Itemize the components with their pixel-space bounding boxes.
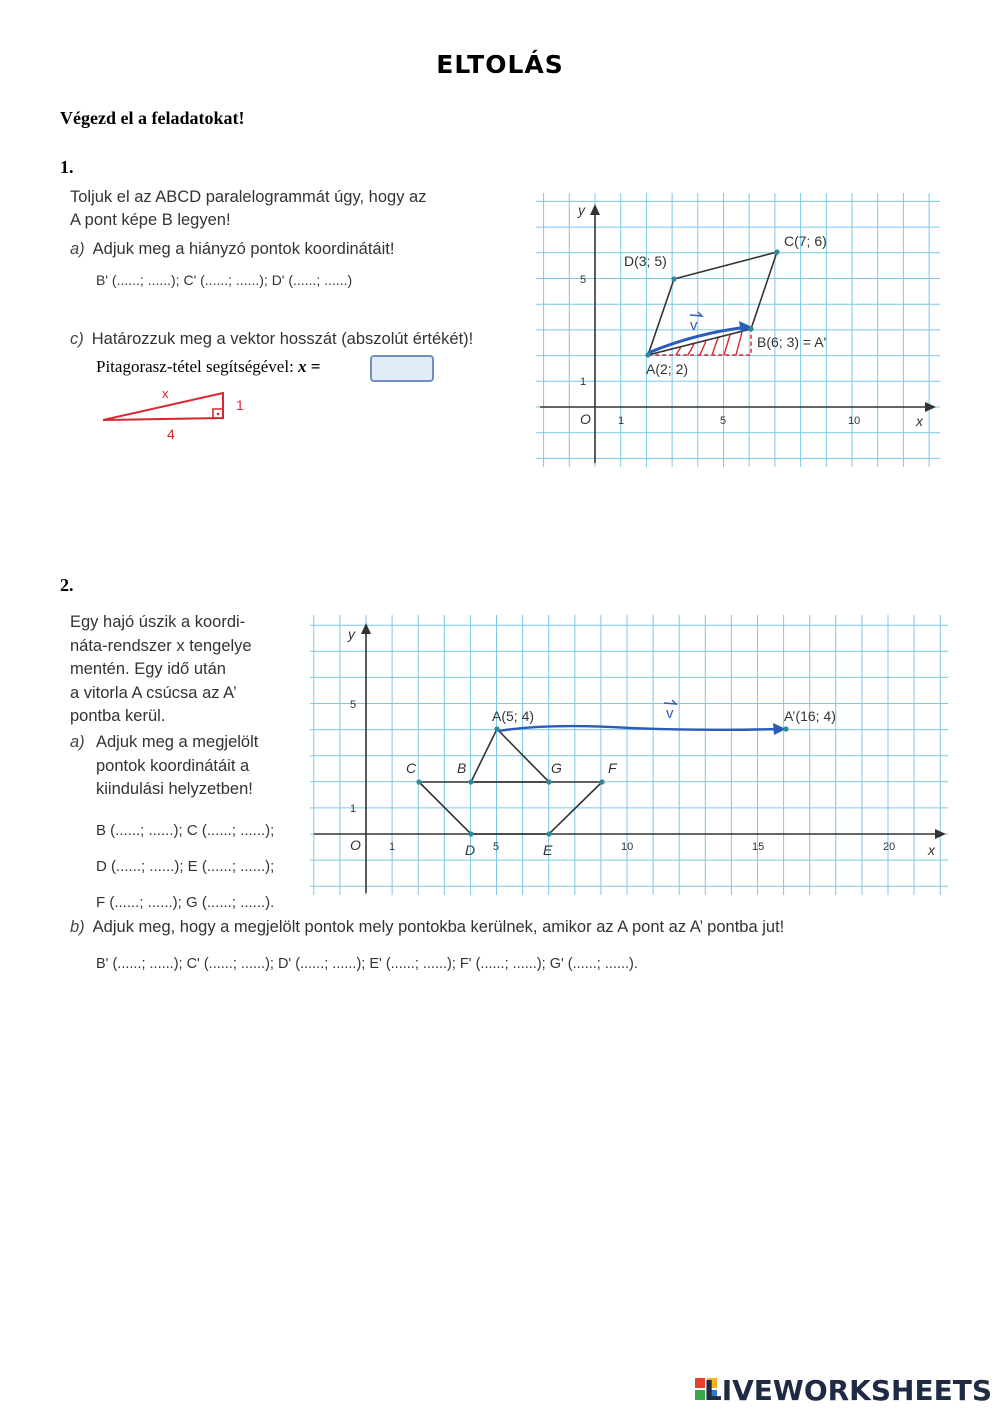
task2-a — [70, 731, 258, 802]
task2-a-line2: pontok koordinátáit a — [96, 756, 250, 775]
task2-intro-line5: pontba kerül. — [70, 707, 166, 725]
graph2-tick-x20: 20 — [883, 841, 896, 853]
sketch-label-1: 1 — [236, 397, 244, 413]
point-d — [671, 276, 676, 281]
graph2-y-arrow — [361, 623, 371, 634]
vector2-label-arrow — [664, 700, 676, 704]
graph2-grid — [310, 615, 948, 895]
graph1-x-arrow — [925, 402, 936, 412]
task1-c — [70, 328, 473, 351]
point2-a — [494, 726, 499, 731]
task2-number: 2. — [60, 575, 74, 595]
point2-g — [546, 779, 551, 784]
task2-intro-line4: a vitorla A csúcsa az A’ — [70, 683, 237, 702]
point2-f — [599, 779, 604, 784]
label2-d: D — [465, 842, 476, 858]
label2-b: B — [457, 760, 467, 776]
vector-aa — [498, 726, 778, 731]
label-d: D(3; 5) — [624, 253, 667, 269]
pythagoras-line — [96, 357, 320, 377]
equals-sign: = — [310, 357, 321, 376]
graph2-tick-x10: 10 — [621, 841, 634, 853]
graph2-tick-x15: 15 — [752, 841, 765, 853]
point2-b — [468, 779, 473, 784]
task1-a-text: Adjuk meg a hiányzó pontok koordinátáit! — [92, 240, 395, 258]
vector2-label: v — [666, 705, 674, 722]
sketch-label-4: 4 — [167, 426, 175, 442]
graph2-tick-y5: 5 — [350, 699, 357, 711]
point2-e — [546, 831, 551, 836]
label2-a: A(5; 4) — [492, 708, 535, 724]
graph2-y-label: y — [348, 626, 355, 642]
task1-intro — [70, 186, 520, 232]
task2-b-label: b) — [70, 918, 85, 936]
graph1-grid — [536, 193, 940, 467]
pythagoras-label: Pitagorasz-tétel segítségével: — [96, 357, 294, 376]
task2-intro-line3: mentén. Egy idő után — [70, 660, 226, 678]
point-b — [748, 326, 753, 331]
graph1-x-label: x — [916, 413, 923, 429]
sketch-label-x: x — [162, 386, 169, 401]
task2-answer-line1: B (......; ......); C (......; ......); — [96, 822, 275, 839]
graph1-tick-y1: 1 — [580, 376, 587, 388]
point2-a-prime — [783, 726, 788, 731]
label-b: B(6; 3) = A' — [757, 334, 827, 350]
task1-a-answers: B' (......; ......); C' (......; ......); D' (......; ......) — [96, 272, 353, 288]
graph1-tick-x1: 1 — [618, 415, 625, 427]
label2-e: E — [543, 842, 553, 858]
vector-label-arrow — [690, 312, 702, 316]
graph2-origin: O — [350, 837, 361, 853]
graph1-y-label: y — [578, 202, 585, 218]
point2-c — [416, 779, 421, 784]
vector-label: v — [690, 317, 698, 334]
instruction: Végezd el a feladatokat! — [60, 108, 245, 128]
label2-a-prime: A’(16; 4) — [784, 708, 836, 724]
graph2-tick-x1: 1 — [389, 841, 396, 853]
graph2-x-label: x — [928, 842, 935, 858]
task1-c-label: c) — [70, 330, 84, 348]
task2-intro-line2: náta-rendszer x tengelye — [70, 636, 252, 655]
point2-d — [468, 831, 473, 836]
graph1-red-hatching — [676, 332, 742, 355]
label2-f: F — [608, 760, 617, 776]
task1-c-text: Határozzuk meg a vektor hosszát (abszolút értékét)! — [91, 330, 474, 348]
task2-intro — [70, 611, 290, 729]
task1-a — [70, 238, 394, 261]
graph1-origin: O — [580, 411, 591, 427]
task2-intro-line1: Egy hajó úszik a koordi- — [70, 613, 246, 631]
task2-b-answers: B' (......; ......); C' (......; ......); D' (......; ......); E' (......; ......); F' (......; ......); G' (......; ......). — [96, 956, 638, 972]
label-c: C(7; 6) — [784, 233, 827, 249]
task2-b — [70, 916, 784, 939]
point-a — [645, 352, 650, 357]
sketch-dot — [217, 413, 220, 416]
task1-intro-line2: A pont képe B legyen! — [70, 211, 231, 229]
graph-boat — [310, 615, 948, 895]
task2-a-label: a) — [70, 733, 85, 751]
task2-answer-line3: F (......; ......); G (......; ......). — [96, 894, 275, 911]
graph2-tick-y1: 1 — [350, 803, 357, 815]
page-title: ELTOLÁS — [436, 50, 564, 79]
task1-a-label: a) — [70, 240, 85, 258]
graph1-y-arrow — [590, 204, 600, 215]
triangle-sketch — [95, 385, 265, 445]
task2-a-line3: kiindulási helyzetben! — [96, 780, 253, 798]
graph1-tick-y5: 5 — [580, 274, 587, 286]
label2-g: G — [551, 760, 562, 776]
task1-intro-line1: Toljuk el az ABCD paralelogrammát úgy, hogy az — [70, 188, 427, 206]
graph1-tick-x10: 10 — [848, 415, 861, 427]
x-variable: x — [298, 357, 307, 376]
task1-number: 1. — [60, 157, 74, 177]
task2-a-line1: Adjuk meg a megjelölt — [96, 733, 259, 751]
graph-parallelogram — [536, 193, 940, 467]
label2-c: C — [406, 760, 417, 776]
answer-input-x[interactable] — [370, 355, 434, 382]
task2-a-answers — [96, 813, 274, 921]
graph2-tick-x5: 5 — [493, 841, 500, 853]
point-c — [774, 249, 779, 254]
task2-answer-line2: D (......; ......); E (......; ......); — [96, 858, 275, 875]
label-a: A(2; 2) — [646, 361, 689, 377]
task2-b-text: Adjuk meg, hogy a megjelölt pontok mely pontokba kerülnek, amikor az A pont az A’ pontba jut! — [92, 918, 785, 936]
graph1-tick-x5: 5 — [720, 415, 727, 427]
liveworksheets-brand[interactable]: LIVEWORKSHEETS — [703, 1374, 992, 1407]
